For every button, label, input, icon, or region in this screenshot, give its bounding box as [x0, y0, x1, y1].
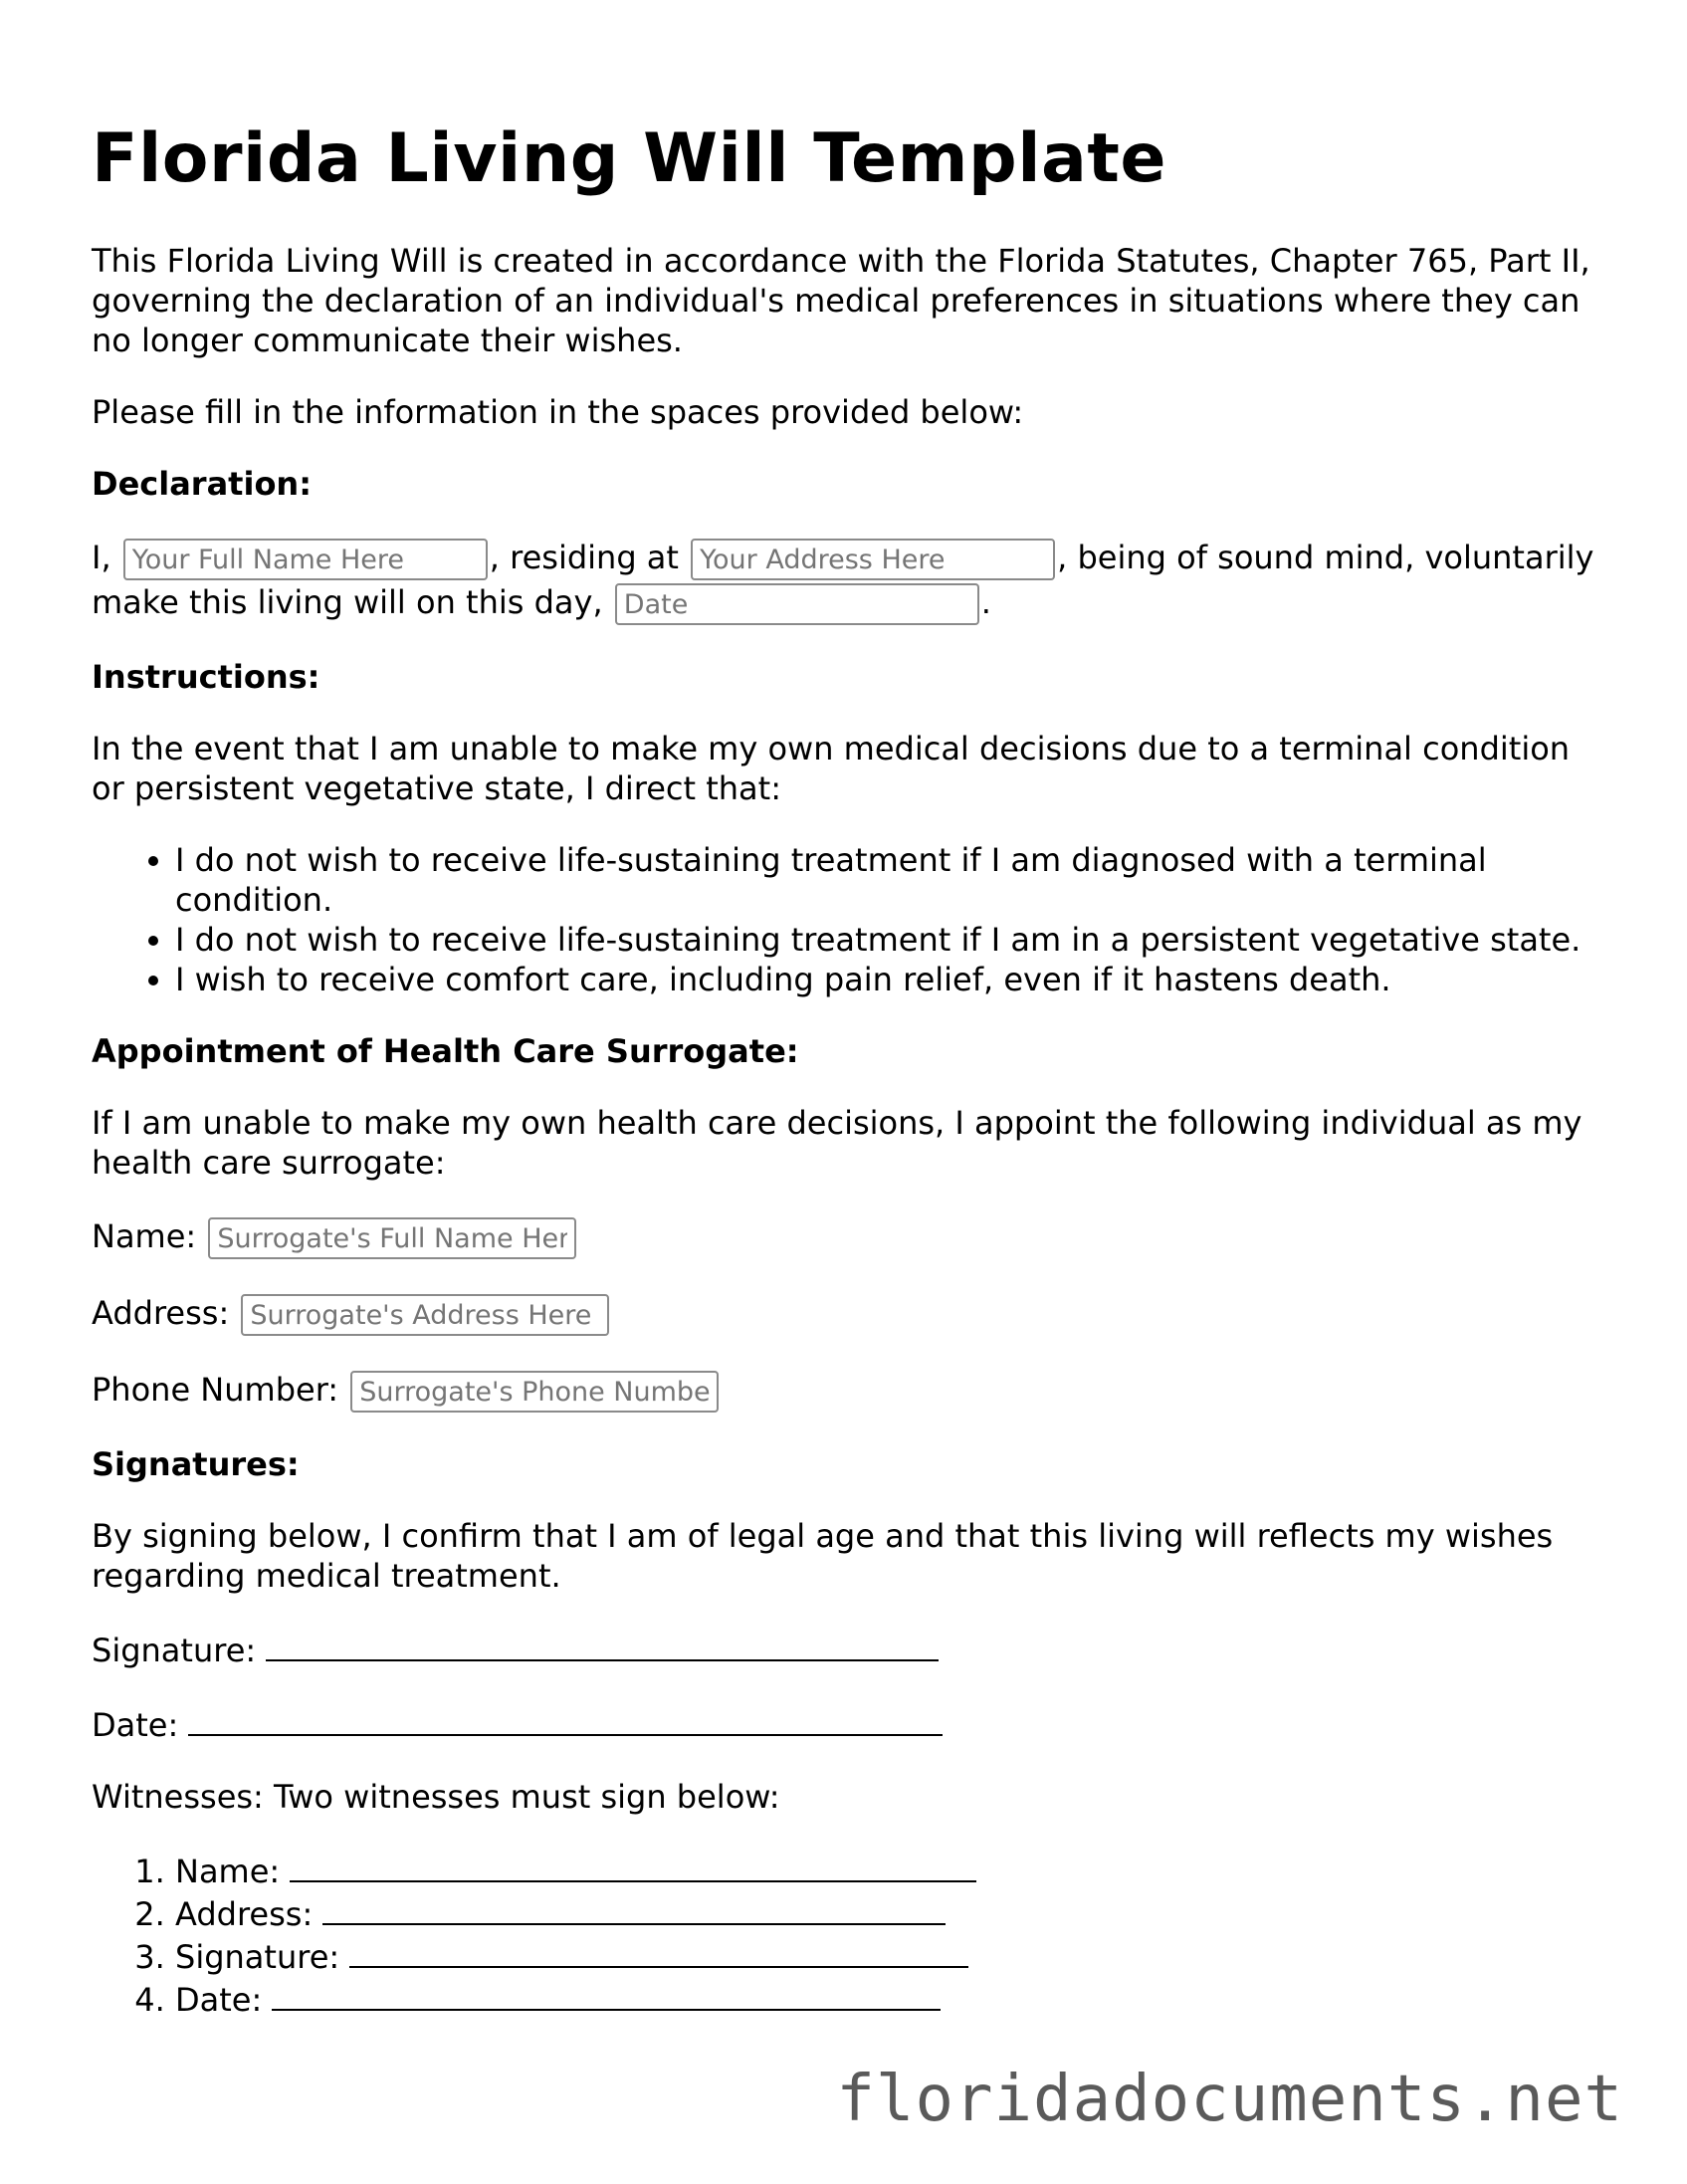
signatures-heading: Signatures: — [92, 1445, 300, 1483]
surrogate-phone-label: Phone Number: — [92, 1371, 339, 1409]
declaration-text-4: . — [980, 583, 991, 621]
full-name-input[interactable] — [123, 539, 488, 580]
document-page — [92, 119, 1604, 2020]
surrogate-name-row — [92, 1214, 1604, 1259]
surrogate-name-label: Name: — [92, 1217, 197, 1255]
signatures-paragraph: By signing below, I confirm that I am of legal age and that this living will reflects my wishes regarding medical treatment. — [92, 1517, 1554, 1595]
witness-name-line[interactable] — [290, 1849, 976, 1882]
signature-date-line[interactable] — [188, 1702, 943, 1736]
witness-name-label: Name: — [175, 1853, 281, 1890]
surrogate-name-input[interactable] — [208, 1217, 576, 1259]
declaration-heading: Declaration: — [92, 465, 312, 503]
watermark: floridadocuments.net — [836, 2063, 1623, 2136]
signature-line[interactable] — [266, 1628, 939, 1661]
intro-paragraph: This Florida Living Will is created in accordance with the Florida Statutes, Chapter 765, Part II, governing the declaration of an individual's medical preferences in situations where they can no longer communicate their wishes. — [92, 242, 1590, 359]
date-input[interactable] — [615, 583, 979, 625]
address-input[interactable] — [691, 539, 1055, 580]
witness-address-label: Address: — [175, 1895, 314, 1933]
declaration-paragraph — [92, 536, 1604, 625]
page-title: Florida Living Will Template — [92, 119, 1167, 198]
witness-signature-line[interactable] — [349, 1934, 968, 1968]
signature-row — [92, 1628, 1604, 1670]
list-item: • I do not wish to receive life-sustaining treatment if I am diagnosed with a terminal condition. — [175, 840, 1604, 920]
witness-date-label: Date: — [175, 1981, 263, 2019]
list-item: • I do not wish to receive life-sustaining treatment if I am in a persistent vegetative state. — [175, 920, 1604, 960]
surrogate-phone-input[interactable] — [350, 1371, 719, 1413]
declaration-text-2: , residing at — [489, 539, 679, 576]
witness-date-line[interactable] — [272, 1977, 941, 2011]
instructions-paragraph: In the event that I am unable to make my own medical decisions due to a terminal condition or persistent vegetative state, I direct that: — [92, 730, 1571, 807]
surrogate-paragraph: If I am unable to make my own health care decisions, I appoint the following individual as my health care surrogate: — [92, 1104, 1582, 1182]
instructions-heading: Instructions: — [92, 658, 320, 696]
instructions-list — [92, 840, 1604, 999]
declaration-text-3: , being of sound mind, voluntarily make this living will on this day, — [92, 539, 1594, 621]
fill-instruction: Please fill in the information in the spaces provided below: — [92, 393, 1024, 431]
signature-label: Signature: — [92, 1632, 257, 1669]
signature-date-label: Date: — [92, 1706, 179, 1744]
surrogate-address-row — [92, 1291, 1604, 1336]
list-item: • I wish to receive comfort care, including pain relief, even if it hastens death. — [175, 960, 1604, 999]
witness-address-line[interactable] — [322, 1891, 946, 1925]
list-item — [175, 1891, 1604, 1934]
surrogate-address-input[interactable] — [241, 1294, 609, 1336]
list-item — [175, 1849, 1604, 1891]
declaration-text-1: I, — [92, 539, 111, 576]
witness-instruction: Witnesses: Two witnesses must sign below: — [92, 1778, 780, 1816]
witness-list — [92, 1849, 1604, 2020]
list-item — [175, 1977, 1604, 2020]
surrogate-heading: Appointment of Health Care Surrogate: — [92, 1032, 799, 1070]
witness-signature-label: Signature: — [175, 1938, 340, 1976]
surrogate-phone-row — [92, 1368, 1604, 1413]
signature-date-row — [92, 1702, 1604, 1745]
surrogate-address-label: Address: — [92, 1294, 230, 1332]
list-item — [175, 1934, 1604, 1977]
